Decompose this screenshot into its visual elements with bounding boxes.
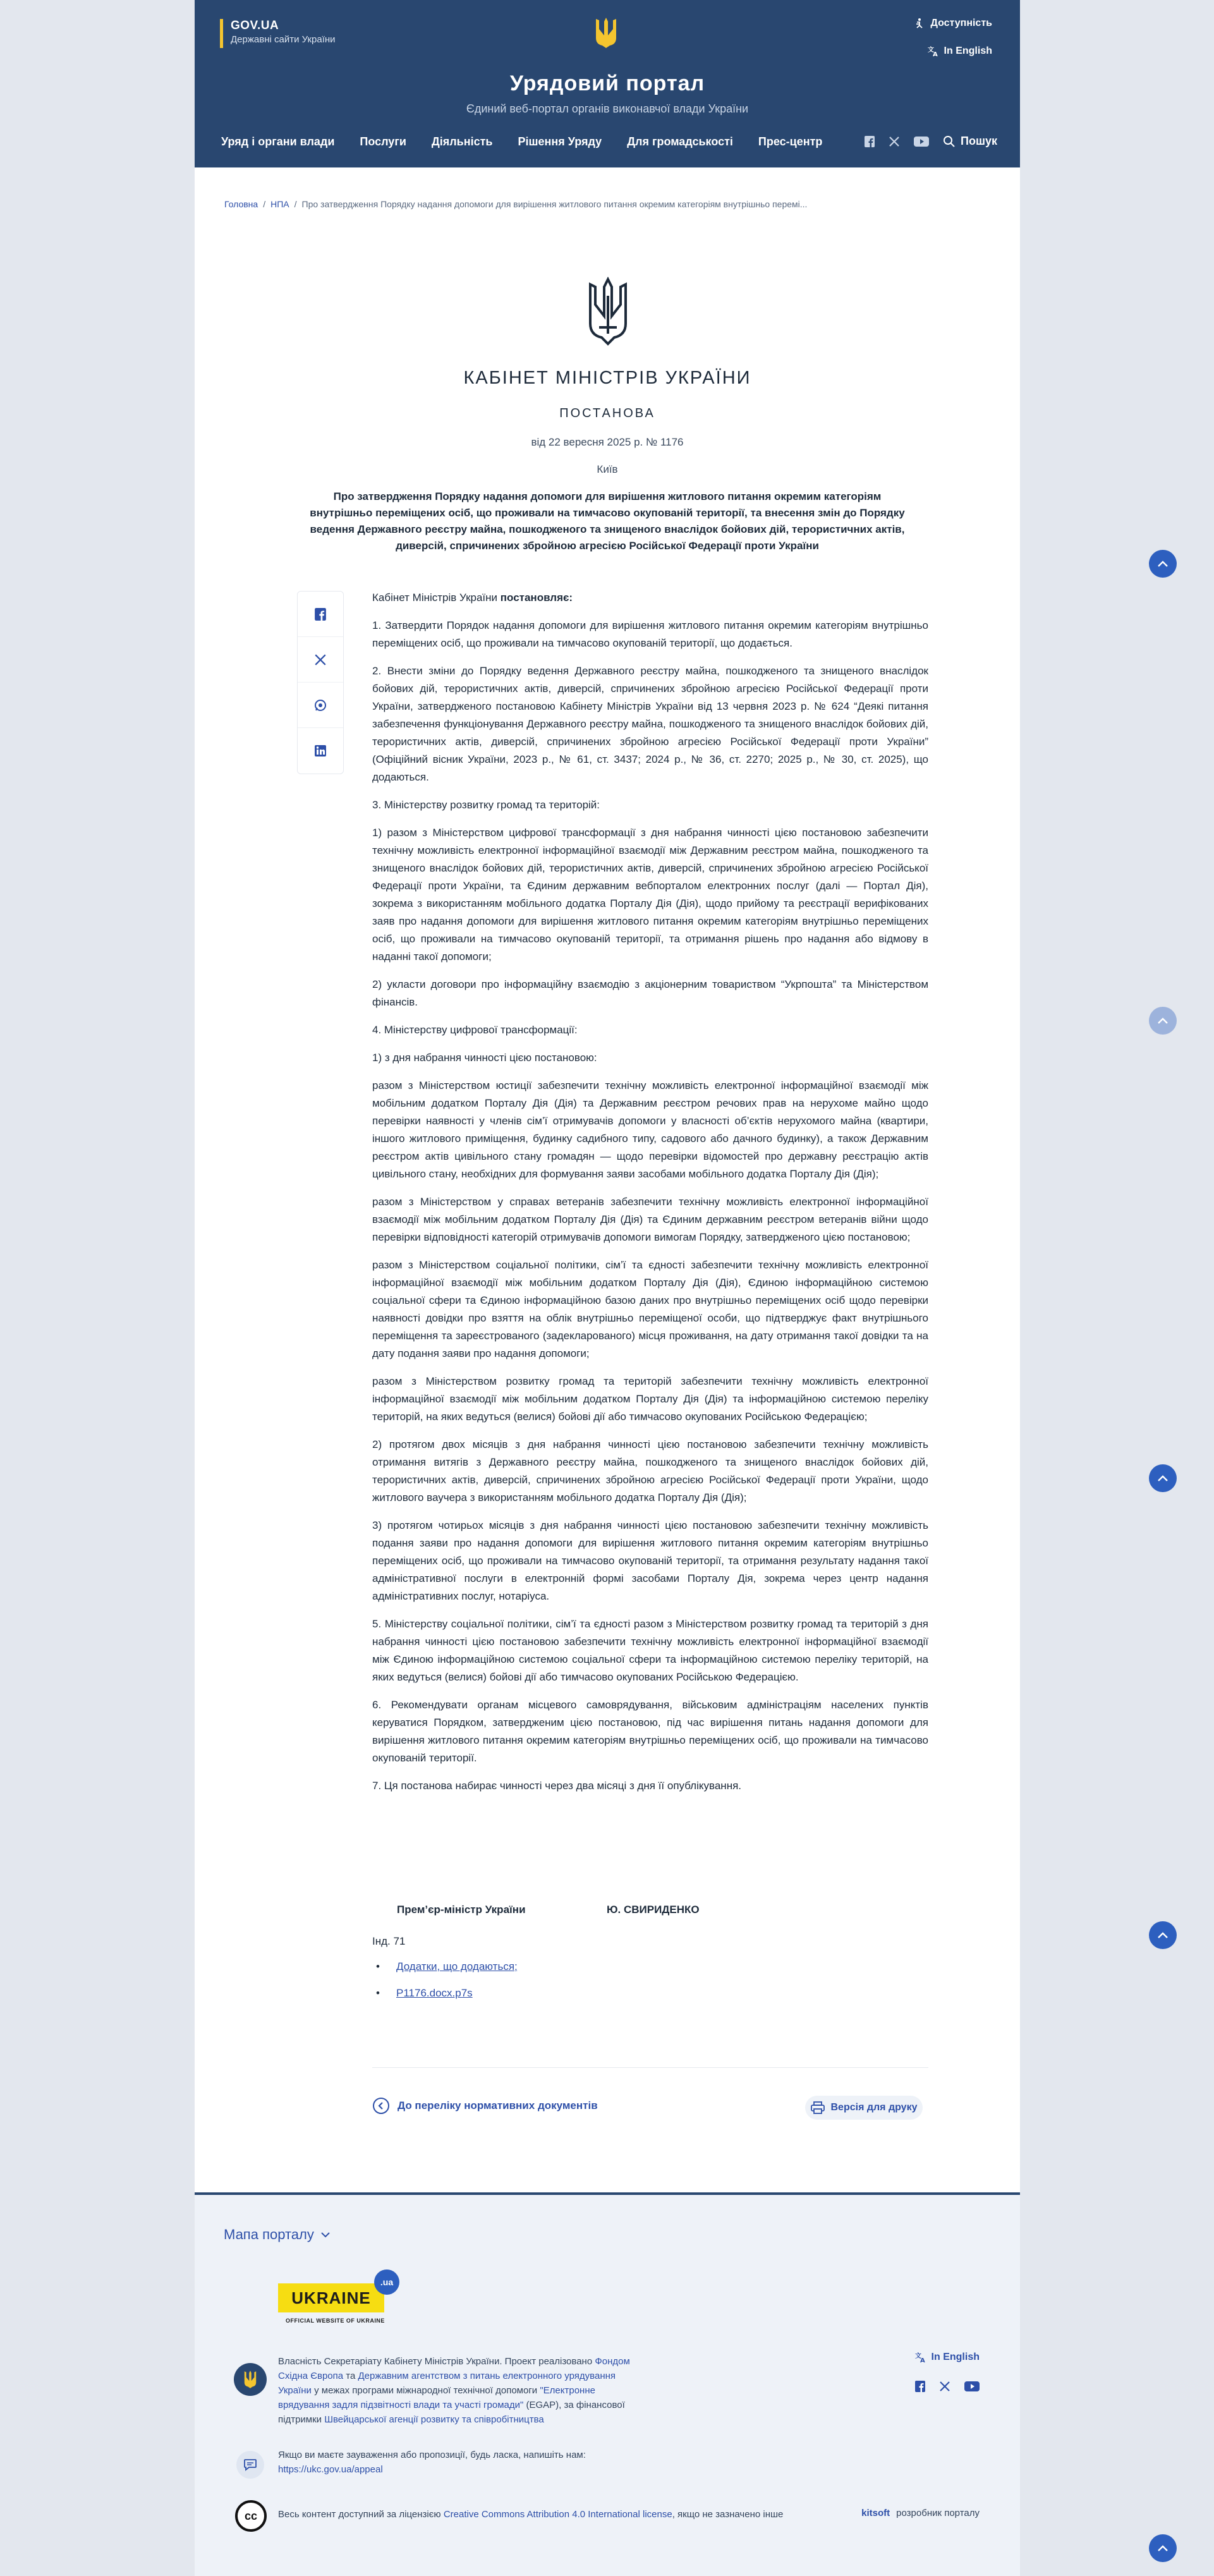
feedback-link[interactable]: https://ukc.gov.ua/appeal	[278, 2464, 383, 2475]
share-x-button[interactable]	[298, 637, 343, 683]
search-button[interactable]	[943, 135, 997, 148]
paragraph: 5. Міністерству соціальної політики, сім’ї та єдності разом з Міністерством розвитку громад та територій з дня набрання чинності цією постановою забезпечити технічну можливість електронної інформаційної взаємодії між Єдиною інформаційною системою соціальної сфери та інформаційною системою переліку територій, на яких ведуться (велися) бойові дії або тимчасово окупованих Російською Федерацією.	[372, 1618, 928, 1683]
attachment-link-appendices[interactable]: Додатки, що додаються;	[396, 1960, 518, 1972]
svg-text:文: 文	[927, 47, 934, 54]
back-to-list-link[interactable]	[372, 2097, 598, 2115]
print-version-button[interactable]	[805, 2096, 923, 2120]
feedback-block	[278, 2448, 586, 2477]
paragraph: разом з Міністерством розвитку громад та територій забезпечити технічну можливість електронної інформаційної взаємодії між мобільним додатком Порталу Дія (Дія) та інформаційною системою переліку територій, на яких ведуться (велися) бойові дії або тимчасово окупованих Російською Федерацією;	[372, 1375, 928, 1423]
document-title: Про затвердження Порядку надання допомоги для вирішення житлового питання окремим категоріям внутрішньо переміщених осіб, що проживали на тимчасово окупованій території, та внесення змін до Порядку ведення Державного реєстру майна, пошкодженого та знищеного внаслідок бойових дій, терористичних актів, диверсій, спричинених збройною агресією Російської Федерації проти України	[310, 490, 905, 552]
ukraine-logo-text: UKRAINE	[278, 2283, 384, 2312]
coat-of-arms-icon	[586, 277, 629, 346]
breadcrumb-separator: /	[263, 199, 266, 209]
document-intro	[372, 589, 928, 607]
facebook-icon[interactable]	[915, 2381, 925, 2392]
facebook-icon[interactable]	[865, 136, 875, 147]
english-link[interactable]	[928, 46, 992, 57]
feedback-icon	[236, 2451, 264, 2479]
arrow-left-circle-icon	[372, 2097, 390, 2115]
license-text-part: , якщо не зазначено інше	[672, 2509, 784, 2520]
document-type: ПОСТАНОВА	[559, 406, 655, 420]
ukraine-logo-caption: OFFICIAL WEBSITE OF UKRAINE	[286, 2318, 385, 2324]
govua-logo[interactable]	[220, 19, 336, 48]
egov-agency-link[interactable]: Державним агентством з питань електронного урядування України	[278, 2371, 616, 2396]
trident-icon	[234, 2363, 267, 2396]
nav-item-activity[interactable]: Діяльність	[431, 135, 493, 148]
paragraph: разом з Міністерством юстиції забезпечити технічну можливість електронної інформаційної взаємодії між мобільним додатком Порталу Дія (Дія) та Державним реєстром речових прав на нерухоме майно щодо перевірки наявності у членів сім’ї отримувачів допомоги у власності об’єктів нерухомого майна (квартири, іншого житлового приміщення, будинку садибного типу, садового або дачного будинку), а також Державним реєстром актів цивільного стану громадян — щодо перевірки відомостей про державну реєстрацію актів цивільного стану, необхідних для формування заяви засобами мобільного додатка Порталу Дія (Дія);	[372, 1079, 928, 1180]
license-text	[278, 2509, 783, 2520]
paragraph: 1) разом з Міністерством цифрової трансформації з дня набрання чинності цією постановою забезпечити технічну можливість електронної інформаційної взаємодії між Державним реєстром майна, пошкодженого та знищеного внаслідок бойових дій, терористичних актів, диверсій, спричинених збройною агресією Російської Федерації проти України, та Єдиним державним вебпорталом електронних послуг (далі — Портал Дія), зокрема з використанням мобільного додатка Порталу Дія (Дія), щодо прийому та реєстрації верифікованих заяв про надання допомоги для вирішення житлового питання окремим категоріям внутрішньо переміщених осіб, що проживали на тимчасово окупованій території, та отримання рішень про надання або відмову в наданні такої допомоги;	[372, 827, 928, 963]
breadcrumb	[224, 199, 807, 209]
paragraph: 6. Рекомендувати органам місцевого самоврядування, військовим адміністраціям населених пунктів керуватися Порядком, затвердженим цією постановою, під час вирішення питань надання допомоги для вирішення житлового питання окремим категоріям внутрішньо переміщених осіб, що проживали на тимчасово окупованій території.	[372, 1699, 928, 1764]
scroll-top-button[interactable]	[1149, 2534, 1177, 2562]
intro-prefix: Кабінет Міністрів України	[372, 592, 498, 604]
linkedin-icon	[314, 744, 327, 757]
breadcrumb-npa[interactable]: НПА	[270, 199, 289, 209]
owner-text-part: (EGAP), за фінансової підтримки	[278, 2400, 625, 2425]
document-index: Інд. 71	[372, 1935, 406, 1947]
paragraph: 4. Міністерству цифрової трансформації:	[372, 1024, 578, 1036]
govua-title: GOV.UA	[231, 19, 279, 32]
nav-item-press[interactable]: Прес-центр	[758, 135, 823, 148]
chevron-up-icon	[1157, 1017, 1168, 1024]
site-footer	[195, 2192, 1020, 2576]
back-to-list-label: До переліку нормативних документів	[398, 2099, 598, 2111]
paragraph: 1. Затвердити Порядок надання допомоги для вирішення житлового питання окремим категоріям внутрішньо переміщених осіб, що проживали на тимчасово окупованій території, що додається.	[372, 619, 928, 649]
paragraph: 1) з дня набрання чинності цією постановою:	[372, 1052, 597, 1064]
whatsapp-icon	[314, 699, 327, 712]
share-whatsapp-button[interactable]	[298, 683, 343, 728]
accessibility-label: Доступність	[930, 18, 992, 28]
site-header	[195, 0, 1020, 167]
chevron-up-icon	[1157, 1474, 1168, 1482]
owner-text-part: у межах програми міжнародної технічної допомоги	[311, 2385, 540, 2396]
x-icon[interactable]	[889, 136, 900, 147]
svg-text:A: A	[920, 2357, 925, 2363]
x-icon[interactable]	[939, 2381, 950, 2392]
x-icon	[314, 653, 327, 666]
license-text-part: Весь контент доступний за ліцензією	[278, 2509, 444, 2520]
ukraine-logo-badge: .ua	[374, 2269, 399, 2295]
header-social	[865, 135, 997, 148]
footer-social	[915, 2381, 980, 2392]
portal-subtitle: Єдиний веб-портал органів виконавчої влади України	[466, 102, 749, 115]
printer-icon	[811, 2101, 825, 2114]
nav-item-decisions[interactable]: Рішення Уряду	[518, 135, 602, 148]
fund-east-europe-link[interactable]: Фондом Східна Європа	[278, 2356, 630, 2381]
document-city: Київ	[597, 463, 618, 475]
attachment-item	[372, 1960, 518, 1973]
intro-bold: постановляє:	[500, 592, 573, 604]
signature-role: Прем’єр-міністр України	[397, 1904, 526, 1916]
scroll-top-button[interactable]	[1149, 1921, 1177, 1949]
scroll-top-button[interactable]	[1149, 1007, 1177, 1035]
chevron-down-icon	[320, 2232, 331, 2238]
chevron-up-icon	[1157, 560, 1168, 568]
signature-name: Ю. СВИРИДЕНКО	[607, 1904, 700, 1916]
paragraph: разом з Міністерством у справах ветеранів забезпечити технічну можливість електронної інформаційної взаємодії між мобільним додатком Порталу Дія (Дія) та Єдиним державним реєстром ветеранів війни щодо перевірки відповідності категорій отримувачів допомоги вимогам Порядку, затвердженого цією постановою;	[372, 1196, 928, 1243]
paragraph: 3) протягом чотирьох місяців з дня набрання чинності цією постановою забезпечити технічну можливість подання заяви про надання допомоги для вирішення житлового питання окремим категоріям внутрішньо переміщених осіб, що проживали на тимчасово окупованій території, та отримання результату надання такої адміністративної послуги в електронній формі засобами Порталу Дія, зокрема через центр надання адміністративних послуг, нотаріуса.	[372, 1519, 928, 1602]
nav-item-services[interactable]: Послуги	[360, 135, 406, 148]
paragraph: разом з Міністерством соціальної політики, сім’ї та єдності забезпечити технічну можливість електронної інформаційної взаємодії між мобільним додатком Порталу Дія (Дія), Єдиною інформаційною системою соціальної сфери та Єдиною інформаційною базою даних про внутрішньо переміщених осіб щодо перевірки наявності довідки про взяття на облік внутрішньо переміщеної особи, що підтверджує факт внутрішнього переміщення та зареєстрованого (задекларованого) місця проживання, на дату отримання такої довідки та на дату подання заяви про надання допомоги;	[372, 1259, 928, 1359]
accessibility-icon	[914, 18, 925, 29]
share-linkedin-button[interactable]	[298, 728, 343, 774]
kitsoft-logo[interactable]: kitsoft	[861, 2508, 890, 2518]
footer-english-label: In English	[931, 2352, 980, 2362]
license-link[interactable]: Creative Commons Attribution 4.0 International license	[443, 2509, 672, 2520]
breadcrumb-separator: /	[294, 199, 297, 209]
scroll-top-button[interactable]	[1149, 1464, 1177, 1492]
chevron-up-icon	[1157, 1931, 1168, 1939]
swiss-agency-link[interactable]: Швейцарської агенції розвитку та співробітництва	[324, 2414, 544, 2425]
feedback-text: Якщо ви маєте зауваження або пропозиції, будь ласка, напишіть нам:	[278, 2450, 586, 2460]
search-icon	[943, 135, 956, 148]
attachment-link-signature[interactable]: P1176.docx.p7s	[396, 1987, 473, 1999]
govua-subtitle: Державні сайти України	[231, 34, 336, 45]
trident-icon[interactable]	[594, 16, 618, 49]
attachments-list	[372, 1960, 518, 2014]
share-panel	[297, 591, 344, 774]
owner-text	[278, 2354, 632, 2427]
ukraine-ua-logo[interactable]	[278, 2269, 404, 2330]
developer-credit	[861, 2508, 980, 2518]
paragraph: 2) укласти договори про інформаційну взаємодію з акціонерним товариством “Укрпошта” та Міністерством фінансів.	[372, 978, 928, 1008]
paragraph: 2) протягом двох місяців з дня набрання чинності цією постановою забезпечити технічну можливість отримання витягів з Державного реєстру майна, пошкодженого та знищеного внаслідок бойових дій, терористичних актів, диверсій, спричинених збройною агресією Російської Федерації проти України, щодо житлового ваучера з використанням мобільного додатка Порталу Дія (Дія);	[372, 1438, 928, 1504]
translate-icon	[928, 46, 939, 57]
portal-map-toggle[interactable]	[224, 2227, 331, 2243]
svg-text:文: 文	[914, 2353, 921, 2360]
document-org: КАБІНЕТ МІНІСТРІВ УКРАЇНИ	[463, 368, 751, 388]
developer-label: розробник порталу	[896, 2508, 980, 2518]
youtube-icon[interactable]	[964, 2381, 980, 2392]
document-body	[372, 589, 928, 1805]
egap-program-link[interactable]: "Електронне врядування задля підзвітності влади та участі громади"	[278, 2385, 595, 2410]
document-date: від 22 вересня 2025 р. № 1176	[531, 436, 684, 448]
breadcrumb-home[interactable]: Головна	[224, 199, 258, 209]
youtube-icon[interactable]	[914, 136, 929, 147]
creative-commons-icon: cc	[235, 2500, 267, 2532]
page	[195, 0, 1020, 2576]
translate-icon	[915, 2352, 926, 2363]
scroll-top-button[interactable]	[1149, 550, 1177, 578]
paragraph: 7. Ця постанова набирає чинності через два місяці з дня її опублікування.	[372, 1780, 742, 1792]
footer-english-link[interactable]	[915, 2352, 980, 2363]
portal-map-label: Мапа порталу	[224, 2227, 314, 2242]
main-nav	[221, 135, 822, 149]
english-label: In English	[944, 46, 992, 56]
breadcrumb-current: Про затвердження Порядку надання допомоги для вирішення житлового питання окремим категоріям внутрішньо перемі...	[301, 199, 808, 209]
owner-text-part: та	[343, 2371, 358, 2381]
share-facebook-button[interactable]	[298, 592, 343, 637]
facebook-icon	[314, 608, 327, 621]
nav-item-government[interactable]: Уряд і органи влади	[221, 135, 335, 148]
chevron-up-icon	[1157, 2544, 1168, 2552]
paragraph: 3. Міністерству розвитку громад та територій:	[372, 799, 600, 811]
divider	[372, 2067, 928, 2068]
attachment-item	[372, 1987, 518, 2000]
owner-text-part: Власність Секретаріату Кабінету Міністрів України. Проект реалізовано	[278, 2356, 595, 2367]
paragraph: 2. Внести зміни до Порядку ведення Державного реєстру майна, пошкодженого та знищеного внаслідок бойових дій, терористичних актів, диверсій, спричинених збройною агресією Російської Федерації проти України, затвердженого постановою Кабінету Міністрів України від 13 червня 2023 р. № 624 “Деякі питання забезпечення функціонування Державного реєстру майна, пошкодженого та знищеного внаслідок бойових дій, терористичних актів, диверсій, спричинених збройною агресією Російської Федерації проти України” (Офіційний вісник України, 2023 р., № 61, ст. 3437; 2024 р., № 36, ст. 2270; 2025 р., № 30, ст. 2025), що додаються.	[372, 665, 928, 783]
search-label: Пошук	[961, 135, 997, 147]
portal-title[interactable]: Урядовий портал	[509, 71, 705, 95]
svg-text:A: A	[932, 51, 938, 57]
nav-item-public[interactable]: Для громадськості	[627, 135, 733, 148]
accessibility-link[interactable]	[914, 18, 992, 29]
print-version-label: Версія для друку	[830, 2102, 918, 2113]
